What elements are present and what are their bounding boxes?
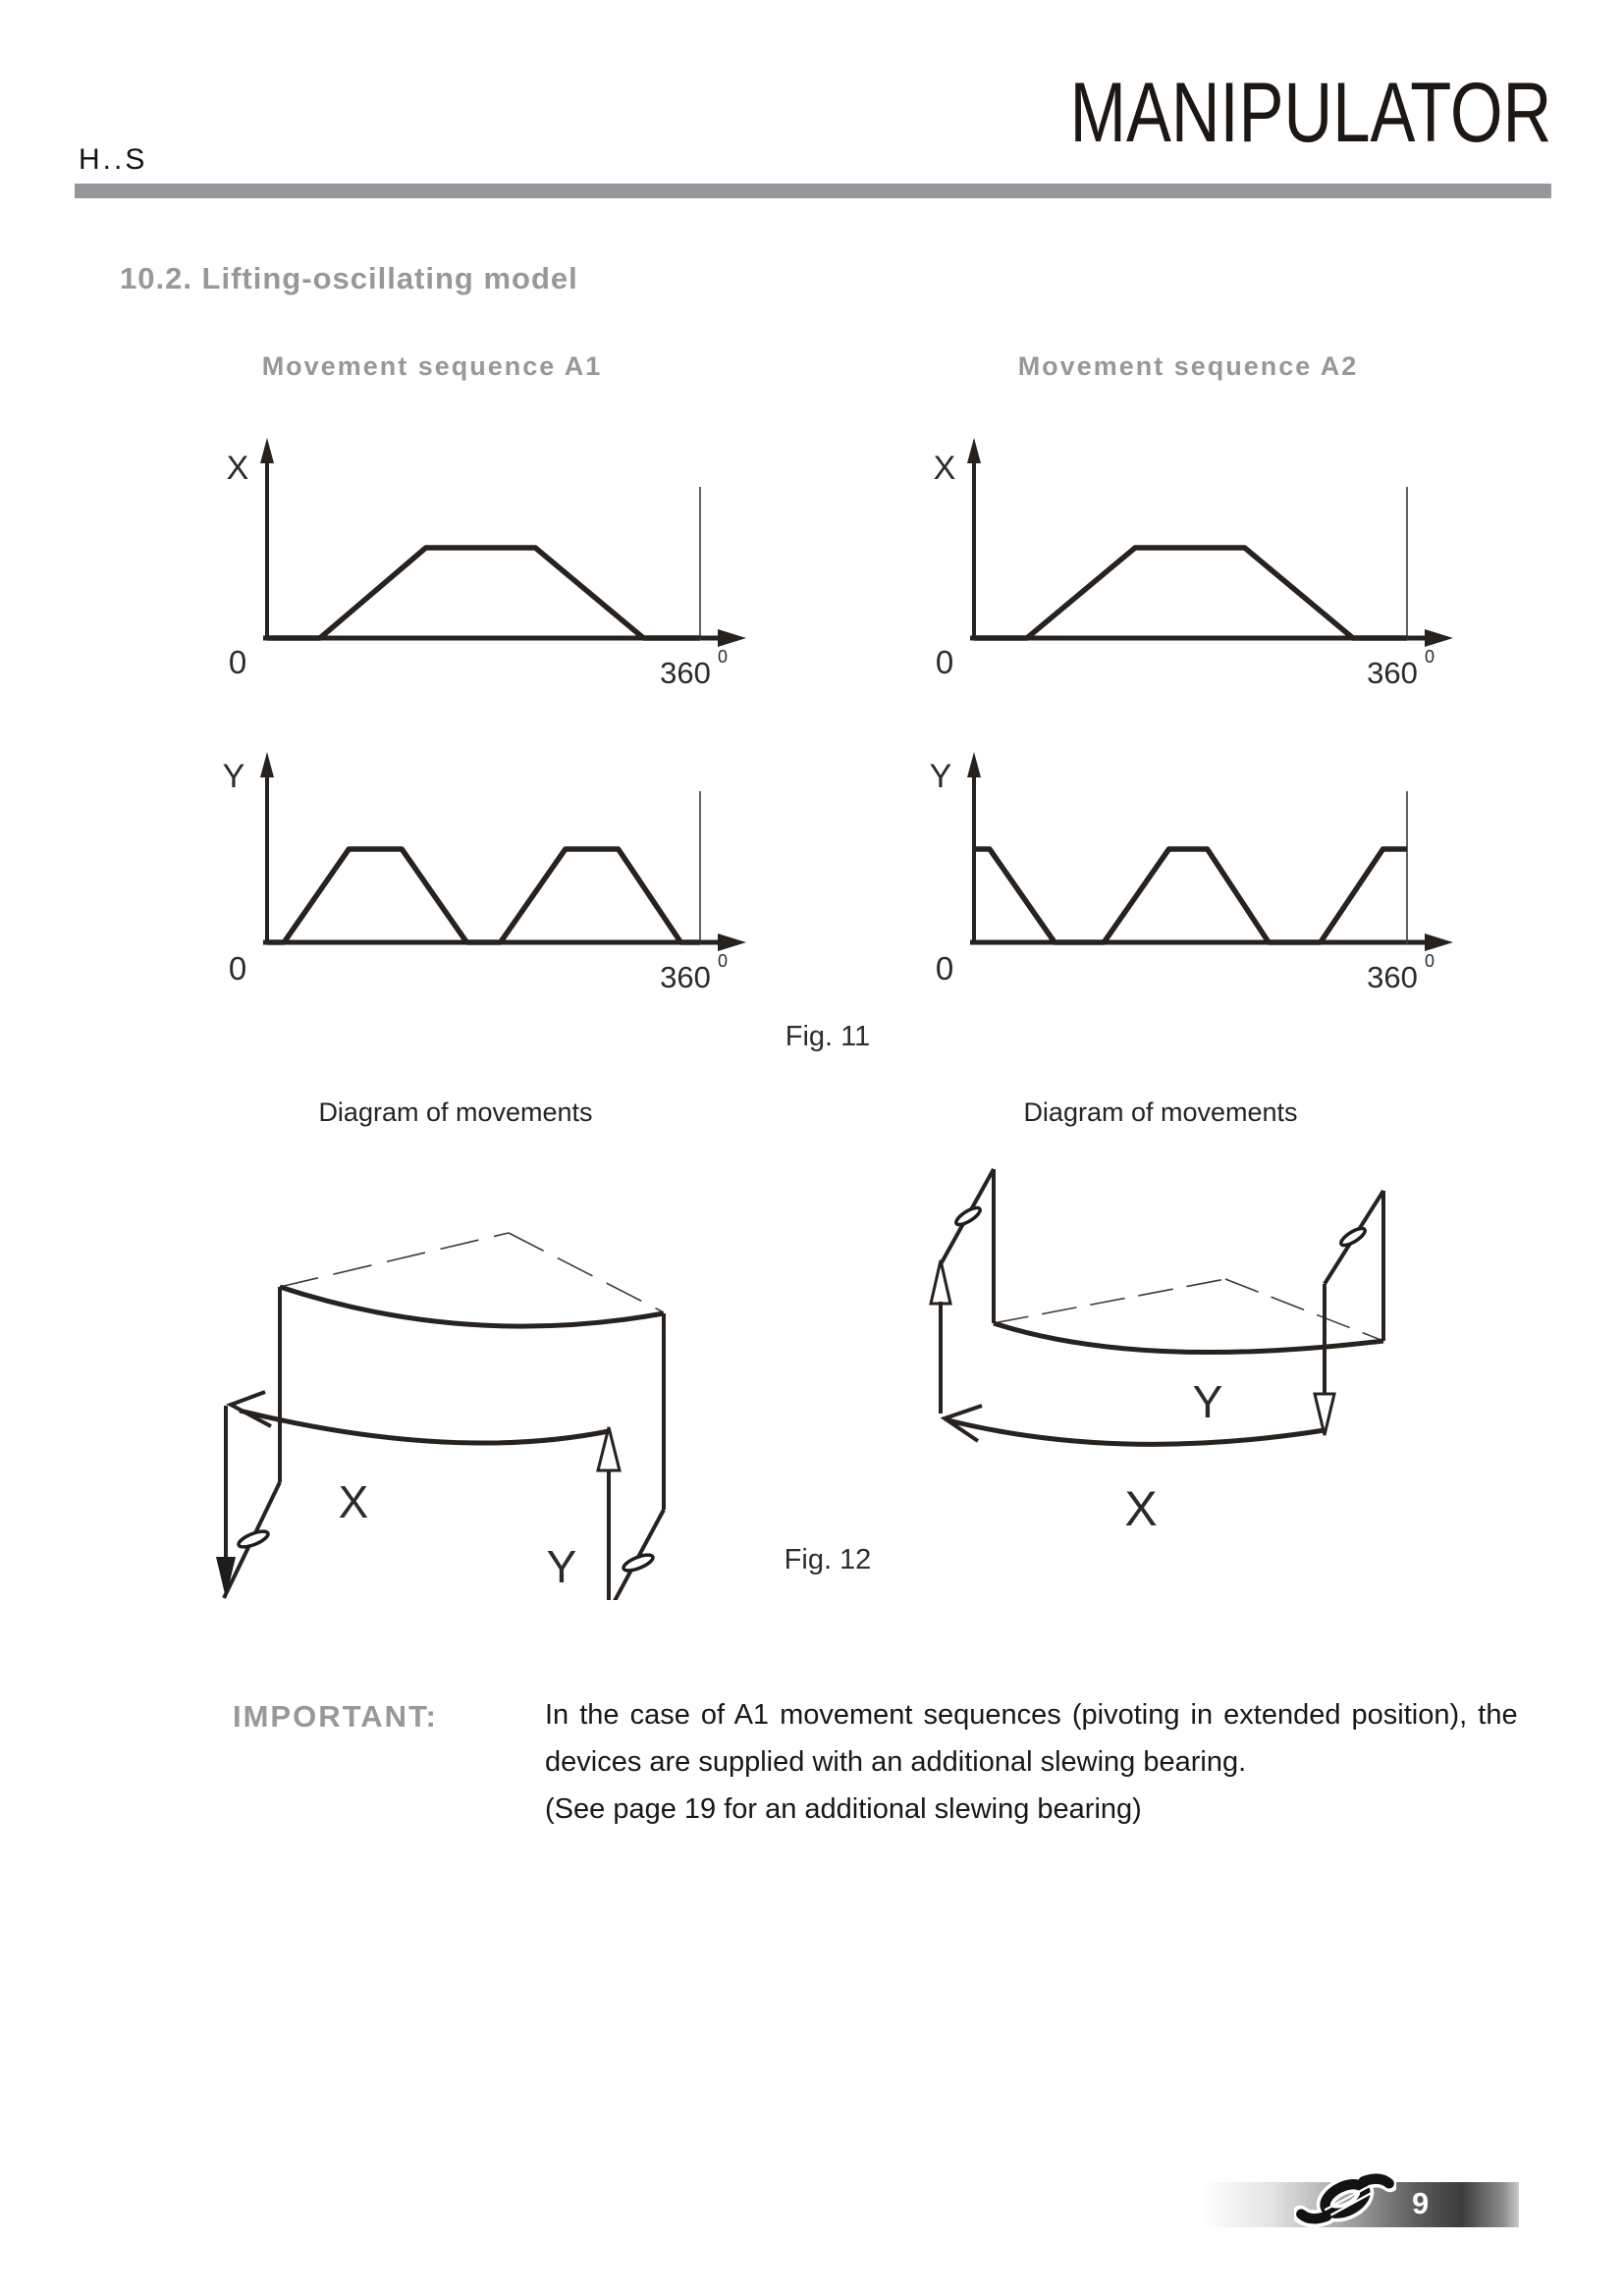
brand-knot-logo-icon: [1294, 2163, 1396, 2236]
end-tick-sup: 0: [1425, 647, 1435, 667]
column-title-a2: Movement sequence A2: [1017, 351, 1359, 381]
end-tick: 360: [660, 960, 711, 994]
axes: [263, 768, 727, 944]
page-number: 9: [1412, 2186, 1430, 2220]
end-tick-sup: 0: [718, 647, 729, 667]
x-arc-arrow-icon: [231, 1392, 271, 1426]
y-axis-arrow-icon: [967, 438, 981, 463]
chart-a2-y: [884, 717, 1492, 1041]
header-code: H..S: [79, 143, 148, 176]
origin-tick: 0: [228, 644, 247, 680]
x-axis-arrow-icon: [1425, 629, 1453, 647]
x-swing-arc: [948, 1420, 1325, 1444]
fig11-caption: Fig. 11: [785, 1021, 871, 1052]
important-label: IMPORTANT:: [233, 1699, 438, 1734]
pivot-ellipse-icon: [237, 1528, 270, 1550]
section-title: 10.2. Lifting-oscillating model: [120, 261, 578, 295]
chart-a1-y: [177, 717, 785, 1041]
axis-label: Y: [929, 758, 952, 795]
x-swing-arc: [240, 1411, 609, 1443]
diagram-label-left: Diagram of movements: [318, 1097, 593, 1127]
x-axis-arrow-icon: [718, 934, 746, 951]
axis-label: X: [933, 450, 956, 487]
origin-tick: 0: [935, 644, 954, 680]
axis-label: X: [226, 450, 249, 487]
movement-curve: [267, 849, 700, 942]
chart-a2-x: [884, 422, 1492, 717]
y-movement-label: Y: [1192, 1376, 1223, 1427]
pivot-ellipse-icon: [1338, 1225, 1367, 1248]
y-axis-arrow-icon: [260, 438, 274, 463]
fig12-caption: Fig. 12: [784, 1544, 872, 1575]
end-tick: 360: [1367, 656, 1418, 690]
up-arrow-icon: [931, 1260, 950, 1304]
origin-tick: 0: [935, 950, 954, 987]
movement-curve: [974, 548, 1407, 638]
x-axis-arrow-icon: [718, 629, 746, 647]
important-text-line2: devices are supplied with an additional slewing bearing.: [545, 1746, 1247, 1778]
origin-tick: 0: [228, 950, 247, 987]
movement-curve: [974, 849, 1407, 942]
brand-title: MANIPULATOR: [1069, 66, 1551, 160]
important-text-line3: (See page 19 for an additional slewing bearing): [545, 1793, 1142, 1825]
header-rule: [75, 184, 1551, 198]
y-axis-arrow-icon: [967, 752, 981, 777]
x-axis-arrow-icon: [1425, 934, 1453, 951]
important-text-line1: In the case of A1 movement sequences (pivoting in extended position), the: [545, 1699, 1518, 1731]
movement-curve: [267, 548, 700, 638]
axis-label: Y: [222, 758, 245, 795]
x-movement-label: X: [1124, 1481, 1158, 1536]
x-movement-label: X: [338, 1476, 369, 1527]
chart-a1-x: [177, 422, 785, 717]
movement-diagram-a2: [884, 1119, 1434, 1551]
end-tick: 360: [1367, 960, 1418, 994]
y-axis-arrow-icon: [260, 752, 274, 777]
column-title-a1: Movement sequence A1: [261, 351, 603, 381]
end-tick-sup: 0: [718, 951, 729, 971]
end-tick-sup: 0: [1425, 951, 1435, 971]
pivot-ellipse-icon: [953, 1204, 982, 1227]
diagram-label-right: Diagram of movements: [1023, 1097, 1298, 1127]
end-tick: 360: [660, 656, 711, 690]
y-movement-label: Y: [546, 1541, 577, 1592]
top-outline: [280, 1233, 662, 1311]
wedge-body: [941, 1169, 1383, 1353]
movement-diagram-a1: [118, 1129, 805, 1600]
